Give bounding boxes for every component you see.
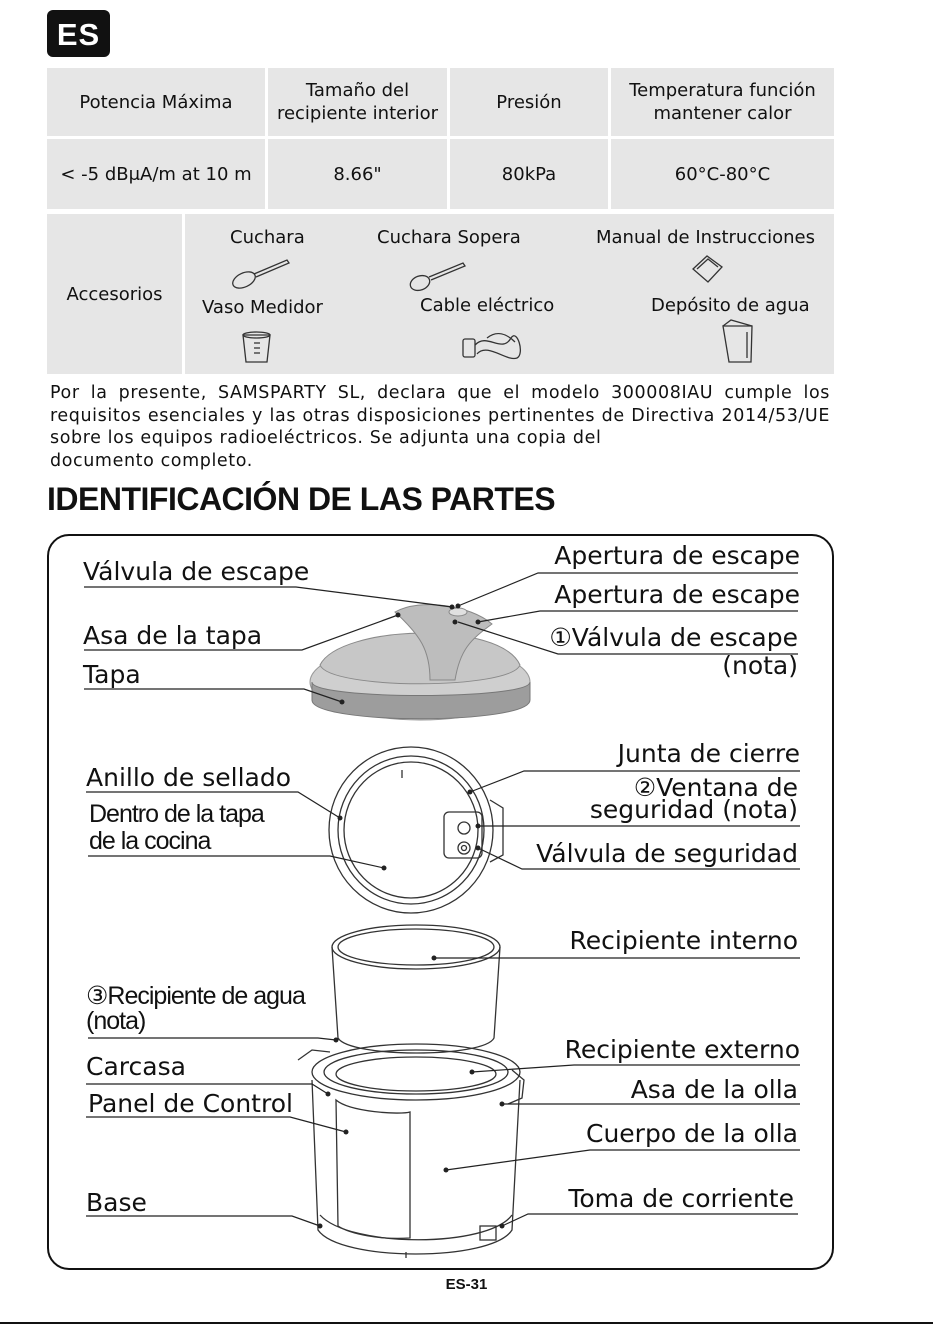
inner-pot-drawing <box>332 925 500 1053</box>
section-title: IDENTIFICACIÓN DE LAS PARTES <box>47 481 556 517</box>
label-water-collector: ③Recipiente de agua <box>86 982 305 1010</box>
spec-header-power: Potencia Máxima <box>47 68 265 136</box>
language-badge: ES <box>47 10 110 57</box>
accessories-label: Accesorios <box>47 214 182 374</box>
page-number: ES-31 <box>445 1276 488 1293</box>
label-safety-window-line1: ②Ventana de <box>633 773 798 802</box>
label-exhaust-opening-1: Apertura de escape <box>554 541 800 570</box>
label-safety-window-line2: seguridad (nota) <box>589 795 798 824</box>
label-inside-lid-line2: de la cocina <box>89 827 211 855</box>
label-safety-valve: Válvula de seguridad <box>536 839 798 868</box>
label-base: Base <box>86 1188 147 1217</box>
accessory-spoon-label: Cuchara <box>230 227 305 248</box>
accessory-water-tank-label: Depósito de agua <box>651 295 810 316</box>
label-exhaust-valve-note-suffix: (nota) <box>722 651 798 680</box>
label-power-socket: Toma de corriente <box>568 1184 794 1213</box>
inner-lid-drawing <box>329 747 503 913</box>
label-closing-gasket: Junta de cierre <box>617 739 800 768</box>
label-housing: Carcasa <box>86 1052 186 1081</box>
spec-value-size: 8.66" <box>268 139 447 209</box>
declaration-body: Por la presente, SAMSPARTY SL, declara que el modelo 300008IAU cumple los requisitos esenciales y las otras disposiciones pertinentes de Directiva 2014/53/UE sobre los equipos radioeléctricos. Se adjunta una copia del <box>50 383 830 448</box>
label-water-collector-note: (nota) <box>86 1007 146 1035</box>
spec-header-temperature: Temperatura función mantener calor <box>611 68 834 136</box>
cooker-body-drawing <box>298 1044 524 1258</box>
accessory-soup-spoon-label: Cuchara Sopera <box>377 227 521 248</box>
spec-value-power: < -5 dBμA/m at 10 m <box>47 139 265 209</box>
label-sealing-ring: Anillo de sellado <box>86 763 292 792</box>
label-pot-body: Cuerpo de la olla <box>586 1119 798 1148</box>
label-control-panel: Panel de Control <box>88 1089 293 1118</box>
declaration-last-line: documento completo. <box>50 450 253 471</box>
spec-value-pressure: 80kPa <box>450 139 608 209</box>
spec-value-temperature: 60°C-80°C <box>611 139 834 209</box>
label-lid-handle: Asa de la tapa <box>83 621 263 650</box>
label-lid: Tapa <box>83 660 141 689</box>
accessory-power-cable-label: Cable eléctrico <box>420 295 555 316</box>
label-exhaust-opening-2: Apertura de escape <box>554 580 800 609</box>
label-inner-pot: Recipiente interno <box>569 926 798 955</box>
label-outer-pot: Recipiente externo <box>564 1035 800 1064</box>
label-exhaust-valve-note: ①Válvula de escape <box>549 623 798 652</box>
label-exhaust-valve: Válvula de escape <box>83 557 310 586</box>
accessory-measuring-cup-label: Vaso Medidor <box>202 297 323 318</box>
label-pot-handle: Asa de la olla <box>630 1075 798 1104</box>
spec-header-size: Tamaño del recipiente interior <box>268 68 447 136</box>
spec-header-pressure: Presión <box>450 68 608 136</box>
accessory-manual-label: Manual de Instrucciones <box>596 227 815 248</box>
label-inside-lid-line1: Dentro de la tapa <box>89 800 264 828</box>
